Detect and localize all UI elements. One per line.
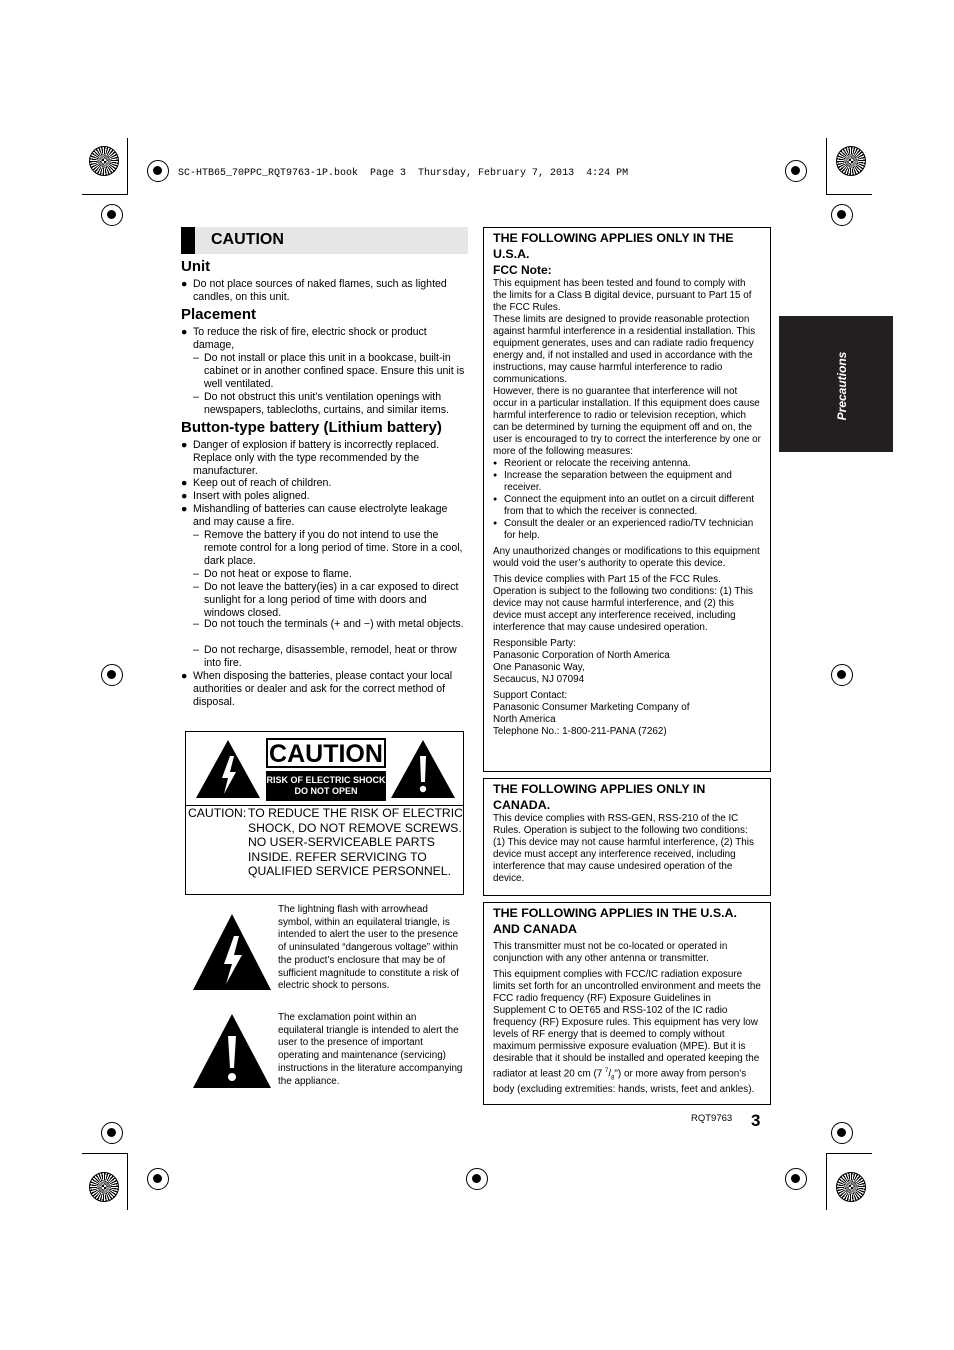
- registration-mark-icon: [831, 664, 853, 686]
- canada-paragraph: This device complies with RSS-GEN, RSS-210 of the IC Rules. Operation is subject to the following two conditions: (1) This device may not cause harmful interference, (2) This device must accept any interference received, including interference that may cause undesired operation of the device.: [493, 813, 754, 884]
- usa-heading: THE FOLLOWING APPLIES ONLY IN THE U.S.A.: [493, 231, 734, 261]
- registration-mark-icon: [101, 1122, 123, 1144]
- placement-heading: Placement: [181, 306, 257, 323]
- usa-paragraph: This equipment has been tested and found to comply with the limits for a Class B digital device, pursuant to Part 15 of the FCC Rules.: [493, 278, 752, 313]
- usa-measure-item: ● Consult the dealer or an experienced radio/TV technician for help.: [493, 518, 761, 542]
- usa-measure-item: ● Connect the equipment into an outlet on a circuit different from that to which the receiver is connected.: [493, 494, 761, 518]
- responsible-party-line: Panasonic Corporation of North America: [493, 650, 670, 661]
- usa-measure-item: ● Increase the separation between the equipment and receiver.: [493, 470, 761, 494]
- crop-mark: [82, 194, 128, 195]
- usa-paragraph: This device complies with Part 15 of the FCC Rules. Operation is subject to the following two conditions: (1) This device may not cause harmful interference, and (2) this device must accept any interference received, including interference that may cause undesired operation.: [493, 574, 753, 633]
- page-number: 3: [751, 1111, 761, 1130]
- registration-mark-icon: [831, 204, 853, 226]
- lightning-triangle-icon: [191, 912, 273, 992]
- unit-heading: Unit: [181, 258, 211, 275]
- responsible-party-label: Responsible Party:: [493, 638, 576, 649]
- battery-dash: – Do not heat or expose to flame.: [193, 568, 352, 580]
- crop-mark: [127, 1153, 128, 1210]
- usa-paragraph: These limits are designed to provide reasonable protection against harmful interference in a residential installation. This equipment generates, uses and can radiate radio frequency energy and, if not installed and used in accordance with the instructions, may cause harmful interference to radio communications.: [493, 314, 756, 385]
- lightning-triangle-icon: [194, 738, 262, 800]
- registration-mark-icon: [101, 204, 123, 226]
- battery-bullet: ● Mishandling of batteries can cause electrolyte leakage and may cause a fire.: [181, 503, 448, 528]
- caution-heading-bar: [181, 227, 468, 254]
- color-target-bottom-right-icon: [836, 1172, 866, 1202]
- section-tab-label: Precautions: [835, 351, 849, 421]
- registration-mark-icon: [466, 1168, 488, 1190]
- caution-label-box: [185, 731, 464, 895]
- registration-mark-icon: [101, 664, 123, 686]
- caution-sign-risk: RISK OF ELECTRIC SHOCK DO NOT OPEN: [266, 771, 386, 801]
- color-target-bottom-left-icon: [89, 1172, 119, 1202]
- support-contact-line: Panasonic Consumer Marketing Company of: [493, 702, 690, 713]
- battery-dash: – Do not recharge, disassemble, remodel, heat or throw into fire.: [193, 644, 457, 669]
- registration-mark-icon: [785, 1168, 807, 1190]
- placement-dash: – Do not install or place this unit in a bookcase, built-in cabinet or in another confined space. Ensure this unit is well ventilated.: [193, 352, 465, 390]
- exclamation-triangle-icon: [191, 1012, 273, 1090]
- responsible-party-line: One Panasonic Way,: [493, 662, 585, 673]
- usa-paragraph: However, there is no guarantee that interference will not occur in a particular installation. If this equipment does cause harmful interference to radio or television reception, which can be determined by turning the equipment off and on, the user is encouraged to try to correct the interference by one or more of the following measures:: [493, 386, 761, 457]
- crop-mark: [826, 194, 872, 195]
- canada-notice-box: [483, 778, 771, 896]
- document-code: RQT9763: [691, 1113, 733, 1124]
- support-contact-line: Telephone No.: 1-800-211-PANA (7262): [493, 726, 667, 737]
- lightning-symbol-explanation: The lightning flash with arrowhead symbol, within an equilateral triangle, is intended to alert the user to the presence of uninsulated “dangerous voltage” within the product’s enclosure that may be of sufficient magnitude to constitute a risk of electric shock to persons.: [278, 904, 459, 992]
- usa-canada-heading: THE FOLLOWING APPLIES IN THE U.S.A. AND CANADA: [493, 906, 737, 936]
- crop-mark: [826, 1153, 872, 1154]
- usa-canada-paragraph: This equipment complies with FCC/IC radiation exposure limits set forth for an uncontrolled environment and meets the FCC radio frequency (RF) Exposure Guidelines in Supplement C to OET65 and RSS-102 of the IC radio frequency (RF) Exposure rules. This equipment has very low levels of RF energy that is deemed to comply without maximum permissive exposure evaluation (MPE). But it is desirable that it should be installed and operated keeping the radiator at least 20 cm (7 $^7/_8$") or more away from person’s body (excluding extremities: hands, wrists, feet and ankles).: [493, 969, 761, 1096]
- support-contact-label: Support Contact:: [493, 690, 568, 701]
- exclamation-symbol-explanation: The exclamation point within an equilateral triangle is intended to alert the user to the presence of important operating and maintenance (servicing) instructions in the literature accompanying the appliance.: [278, 1012, 463, 1087]
- section-tab: [779, 316, 893, 452]
- caution-sign: [266, 738, 386, 802]
- registration-mark-icon: [147, 1168, 169, 1190]
- crop-mark: [127, 138, 128, 195]
- print-header-line: SC-HTB65_70PPC_RQT9763-1P.book Page 3 Thursday, February 7, 2013 4:24 PM: [178, 168, 629, 179]
- battery-bullet: ● Insert with poles aligned.: [181, 490, 310, 502]
- battery-heading: Button-type battery (Lithium battery): [181, 419, 442, 436]
- caution-sign-title: CAUTION: [266, 738, 386, 768]
- battery-bullet: ● When disposing the batteries, please contact your local authorities or dealer and ask for the correct method of disposal.: [181, 670, 453, 708]
- color-target-top-left-icon: [89, 146, 119, 176]
- responsible-party-line: Secaucus, NJ 07094: [493, 674, 585, 685]
- unit-bullet: ● Do not place sources of naked flames, such as lighted candles, on this unit.: [181, 278, 447, 303]
- registration-mark-icon: [831, 1122, 853, 1144]
- usa-measure-item: ● Reorient or relocate the receiving antenna.: [493, 458, 761, 470]
- color-target-top-right-icon: [836, 146, 866, 176]
- battery-dash: – Remove the battery if you do not intend to use the remote control for a long period of time. Store in a cool, dark place.: [193, 529, 463, 567]
- registration-mark-icon: [147, 160, 169, 182]
- caution-heading: CAUTION: [211, 231, 284, 248]
- usa-paragraph: Any unauthorized changes or modifications to this equipment would void the user’s authority to operate this device.: [493, 546, 760, 569]
- crop-mark: [826, 1153, 827, 1210]
- usa-canada-notice-box: [483, 902, 771, 1105]
- usa-canada-paragraph: This transmitter must not be co-located or operated in conjunction with any other antenna or transmitter.: [493, 941, 728, 964]
- crop-mark: [826, 138, 827, 195]
- exclamation-triangle-icon: [389, 738, 457, 800]
- registration-mark-icon: [785, 160, 807, 182]
- caution-label-text: CAUTION: TO REDUCE THE RISK OF ELECTRIC SHOCK, DO NOT REMOVE SCREWS. NO USER-SERVICEABLE PARTS INSIDE. REFER SERVICING TO QUALIFIED SERVICE PERSONNEL.: [188, 806, 463, 879]
- battery-dash: – Do not touch the terminals (+ and −) with metal objects.: [193, 618, 464, 630]
- placement-bullet: ● To reduce the risk of fire, electric shock or product damage,: [181, 326, 427, 351]
- canada-heading: THE FOLLOWING APPLIES ONLY IN CANADA.: [493, 782, 706, 812]
- placement-dash: – Do not obstruct this unit’s ventilation openings with newspapers, tablecloths, curtains, and similar items.: [193, 391, 449, 416]
- battery-dash: – Do not leave the battery(ies) in a car exposed to direct sunlight for a long period of time with doors and windows closed.: [193, 581, 459, 619]
- crop-mark: [82, 1153, 128, 1154]
- usa-notice-box: [483, 227, 771, 772]
- battery-bullet: ● Keep out of reach of children.: [181, 477, 332, 489]
- fcc-note-heading: FCC Note:: [493, 263, 552, 277]
- battery-bullet: ● Danger of explosion if battery is incorrectly replaced. Replace only with the type recommended by the manufacturer.: [181, 439, 440, 477]
- support-contact-line: North America: [493, 714, 556, 725]
